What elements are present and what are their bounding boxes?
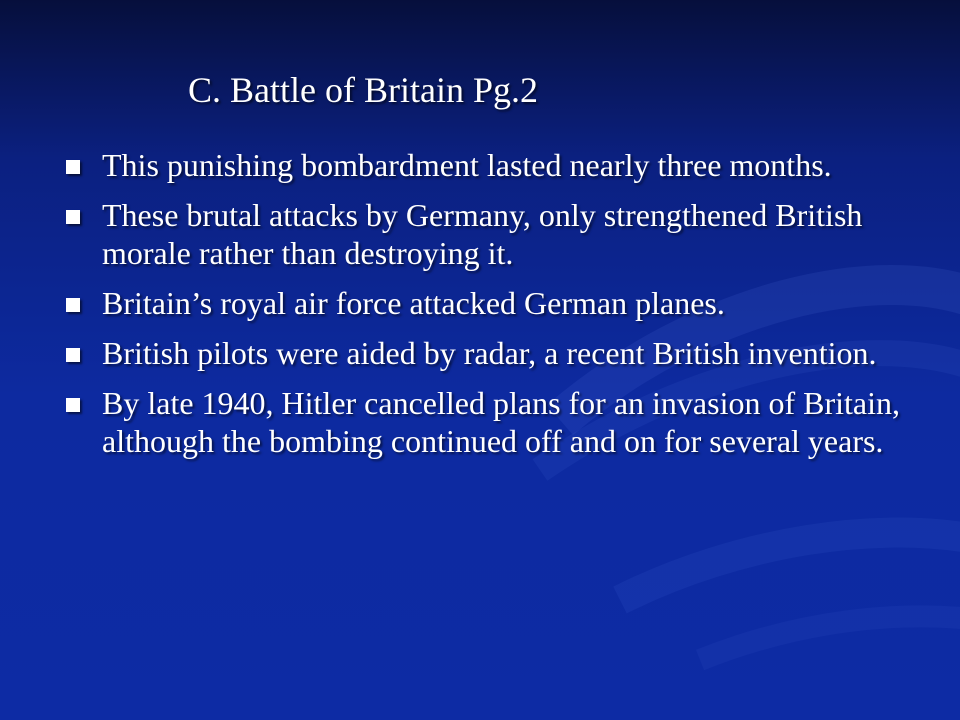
bullet-item	[66, 196, 906, 272]
square-bullet-icon	[66, 398, 80, 412]
bullet-item	[66, 284, 906, 322]
bullet-text: By late 1940, Hitler cancelled plans for an invasion of Britain, although the bombing continued off and on for several years.	[102, 385, 900, 459]
bullet-text: These brutal attacks by Germany, only strengthened British morale rather than destroying it.	[102, 197, 863, 271]
square-bullet-icon	[66, 210, 80, 224]
slide-title: C. Battle of Britain Pg.2	[188, 70, 538, 110]
bullet-item	[66, 334, 906, 372]
bullet-text: Britain’s royal air force attacked German planes.	[102, 285, 725, 321]
bullet-list	[66, 146, 906, 472]
square-bullet-icon	[66, 160, 80, 174]
square-bullet-icon	[66, 348, 80, 362]
bullet-item	[66, 384, 906, 460]
bullet-text: British pilots were aided by radar, a recent British invention.	[102, 335, 877, 371]
square-bullet-icon	[66, 298, 80, 312]
bullet-text: This punishing bombardment lasted nearly three months.	[102, 147, 832, 183]
bullet-item	[66, 146, 906, 184]
